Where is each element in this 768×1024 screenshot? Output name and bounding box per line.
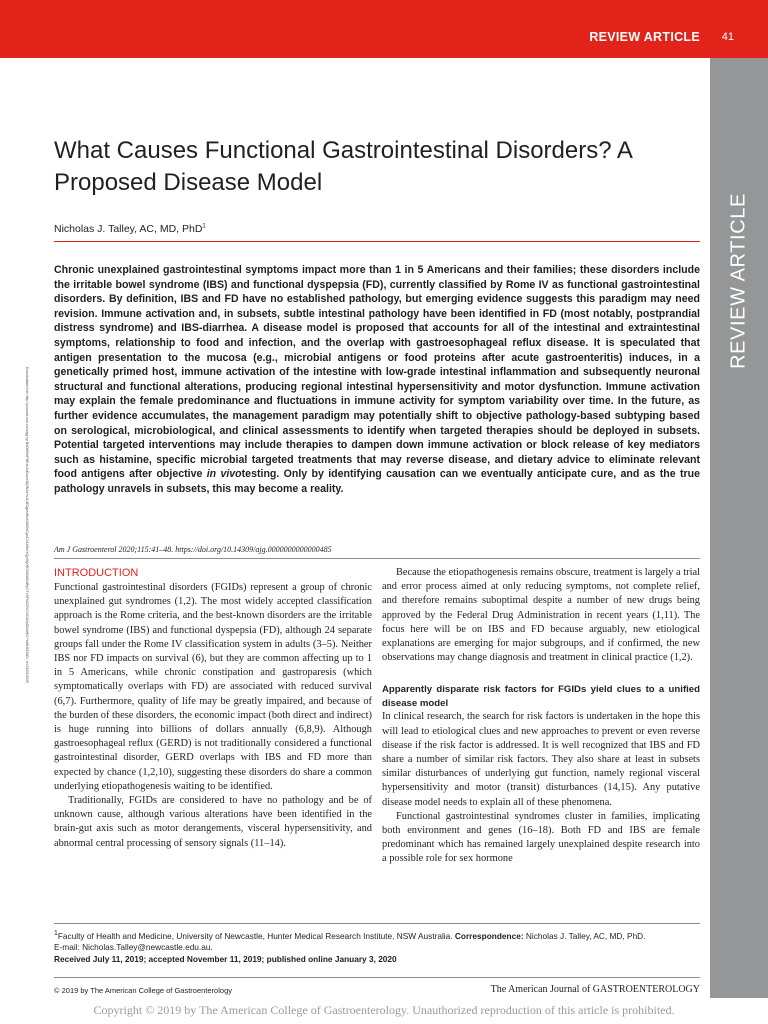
download-notice-text: Downloaded from http://journals.lww.com/ajg by BhDMf5ePHKav1zEoum1tQfN4a+kJLhEZgbsIHo4XMi0hCywCX1AWnYQp/IlQrHD3i3D0OdRyi7TvSFl4Cf3VC4/OAVpDDa8K2+Ya6H515kE= on 01/03/2020 — [25, 366, 29, 684]
received-dates: Received July 11, 2019; accepted November 11, 2019; published online January 3, 2020 — [54, 953, 397, 964]
author-affiliation-marker: 1 — [202, 223, 206, 230]
abstract-italic: in vivo — [206, 468, 242, 481]
journal-prefix: The American Journal of — [490, 984, 593, 995]
footnote-divider — [54, 923, 700, 924]
footnote-marker: 1 — [54, 930, 58, 937]
side-tab-label: REVIEW ARTICLE — [727, 192, 750, 369]
body-column-right — [382, 566, 700, 867]
footer-divider — [54, 977, 700, 978]
body-column-left — [54, 566, 372, 851]
title-divider — [54, 241, 700, 242]
section-label: REVIEW ARTICLE — [589, 30, 700, 44]
abstract-text-end: testing. Only by identifying causation can we eventually anticipate cure, and as the true pathology unravels in subsets, this may become a reality. — [54, 468, 700, 495]
citation: Am J Gastroenterol 2020;115:41–48. https://doi.org/10.14309/ajg.0000000000000485 — [54, 545, 332, 554]
correspondence-label: Correspondence: — [454, 930, 524, 941]
article-title: What Causes Functional Gastrointestinal Disorders? A Proposed Disease Model — [54, 137, 632, 196]
paragraph: Traditionally, FGIDs are considered to have no pathology and be of unknown cause, although various alterations have been identified in the brain-gut axis such as motor derangements, visceral hypersensitivity, and abnormal central processing of sensory signals (11–14). — [54, 795, 372, 849]
author-name: Nicholas J. Talley, AC, MD, PhD — [54, 223, 203, 235]
journal-title: GASTROENTEROLOGY — [592, 984, 700, 995]
side-tab — [710, 58, 768, 998]
author-line — [54, 223, 206, 235]
header-bar — [0, 0, 768, 58]
paragraph: In clinical research, the search for risk factors is undertaken in the hope this will lead to etiological clues and new approaches to prevent or even reverse disease if the risk factor is addressed. It is well recognized that IBS and FD share a number of similar risk factors. They also share at least in subsets similar disturbances of underlying gut function, namely regional visceral hypersensitivity and motor (transit) disturbances (14,15). Any putative disease model needs to explain all of these phenomena. — [382, 711, 700, 808]
copyright-banner: Copyright © 2019 by The American College of Gastroenterology. Unauthorized reproduction of this article is prohibited. — [0, 1003, 768, 1024]
paragraph: Functional gastrointestinal syndromes cluster in families, implicating both environment and genes (16–18). Both FD and IBS are female predominant which has remained largely unexplained despite research into a possible role for sex hormone — [382, 810, 700, 865]
correspondence-text: Nicholas J. Talley, AC, MD, PhD. — [525, 930, 646, 941]
paragraph: Functional gastrointestinal disorders (FGIDs) represent a group of chronic unexplained gut syndromes (1,2). The most widely accepted classification approach is the Rome criteria, and the best-known disorders are the irritable bowel syndrome (IBS) and functional dyspepsia (FD), although 24 separate groups fall under the Rome IV classification system in adults (3–5). Neither IBS nor FD impacts on survival (6), but they are common affecting up to 1 in 5 Americans, while chronic constipation and gastroparesis (which symptomatically overlaps with FD) are associated with reduced survival (6,7). Furthermore, quality of life may be greatly impaired, and because of the burden of these disorders, the economic impact (both direct and indirect) is huge running into billions of dollars annually (6,8,9). Although gastroesophageal reflux (GERD) is not traditionally considered a functional gastrointestinal disorder, GERD overlaps with IBS and FD more than expected by chance (1,2,10), suggesting these disorders do share a common underlying etiopathogenesis waiting to be identified. — [54, 582, 372, 792]
download-notice — [20, 335, 34, 715]
footer-copyright: © 2019 by The American College of Gastroenterology — [54, 986, 232, 995]
footnote-affiliation: Faculty of Health and Medicine, University of Newcastle, Hunter Medical Research Institute, NSW Australia. — [57, 930, 453, 941]
footnote — [54, 928, 700, 965]
footnote-email: E-mail: Nicholas.Talley@newcastle.edu.au. — [54, 942, 213, 953]
citation-divider — [54, 558, 700, 559]
abstract-text: Chronic unexplained gastrointestinal symptoms impact more than 1 in 5 Americans and their families; these disorders include the irritable bowel syndrome (IBS) and functional dyspepsia (FD), currently classified by Rome IV as functional gastrointestinal disorders. By definition, IBS and FD have no established pathology, but emerging evidence suggests this paradigm may need revision. Immune activation and, in subsets, subtle intestinal pathology have been identified in FD (most notably, postprandial distress syndrome) and IBS-diarrhea. A disease model is proposed that accounts for all of the intestinal and extraintestinal symptoms, relationship to food and infection, and the overlap with gastroesophageal reflux disease. It is speculated that antigen presentation to the mucosa (e.g., microbial antigens or food proteins after acute gastroenteritis) induces, in a genetically primed host, immune activation of the intestine with low-grade intestinal inflammation and subsequently neuronal structural and functional alterations, producing regional intestinal hypersensitivity and motor dysfunction. Immune activation may explain the female predominance and fluctuations in immune activity for symptom variability over time. In the future, as further evidence accumulates, the management paradigm may potentially shift to objective pathology-based subtyping based on serological, microbiological, and clinical assessments to identify when targeted therapies should be deployed in subsets. Potential targeted interventions may include therapies to dampen down immune activation or block release of key mediators such as histamine, specific microbial targeted treatments that may reverse disease, and dietary advice to eliminate relevant food antigens after objective — [54, 264, 700, 481]
paragraph: Because the etiopathogenesis remains obscure, treatment is largely a trial and error process aimed at only reducing symptoms, not complete relief, and therefore remains suboptimal despite a number of new drugs being approved by the Federal Drug Administration in recent years (1,11). The focus here will be on IBS and FD because arguably, new etiological explanations are emerging for major subgroups, and if confirmed, the new observations may change diagnosis and treatment in clinical practice (1,2). — [382, 567, 700, 664]
journal-name — [491, 984, 700, 995]
subsection-heading: Apparently disparate risk factors for FGIDs yield clues to a unified disease model — [382, 684, 700, 709]
page-number: 41 — [721, 31, 734, 43]
abstract — [54, 263, 700, 497]
section-heading-introduction: INTRODUCTION — [54, 567, 139, 579]
